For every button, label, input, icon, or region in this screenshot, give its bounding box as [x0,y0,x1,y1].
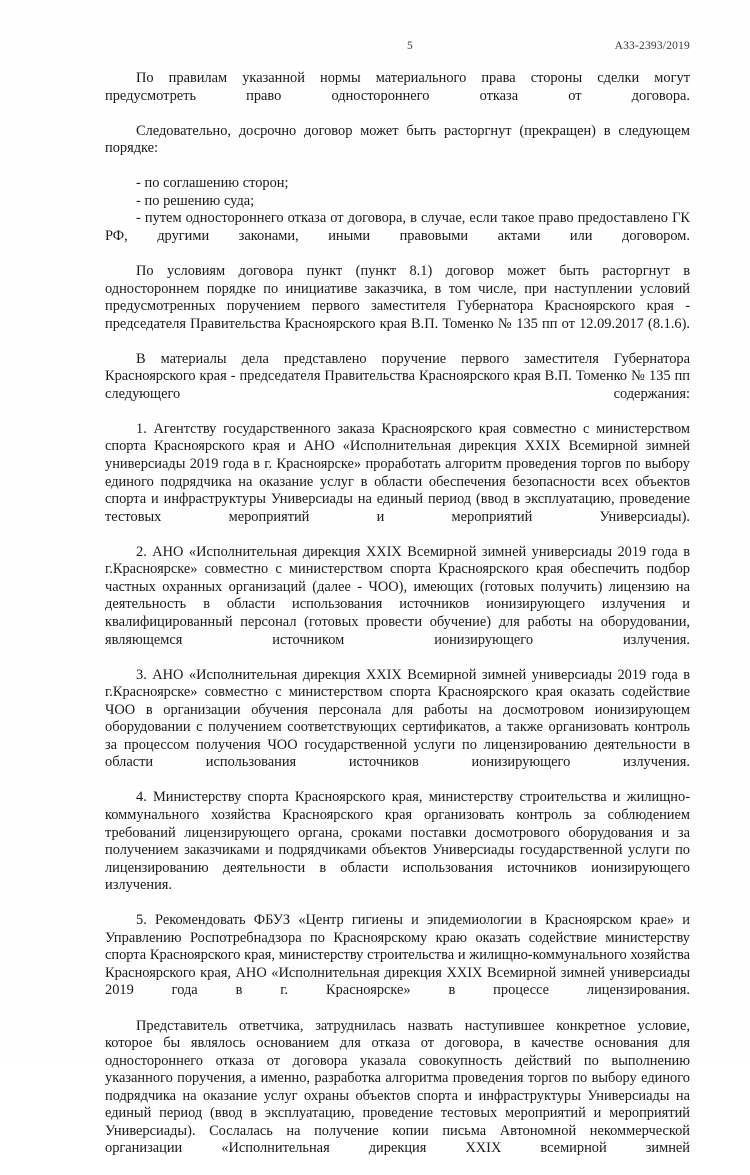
paragraph-case-materials: В материалы дела представлено поручение первого заместителя Губернатора Красноярского края - председателя Правительства Красноярского края В.П. Томенко № 135 пп следующего содержания: [105,350,690,402]
list-item-court: - по решению суда; [136,192,255,209]
paragraph-2: Следовательно, досрочно договор может быть расторгнут (прекращен) в следующем порядке: [105,122,690,157]
paragraph-1: По правилам указанной нормы материального права стороны сделки могут предусмотреть право одностороннего отказа от договора. [105,70,690,104]
paragraph-contract-terms: По условиям договора пункт (пункт 8.1) договор может быть расторгнут в одностороннем порядке по инициативе заказчика, в том числе, при наступлении условий предусмотренных поручением первого заместителя Губернатора Красноярского края - председателя Правительства Красноярского края В.П. Томенко № 135 пп от 12.09.2017 (8.1.6). [105,263,690,332]
case-number: А33-2393/2019 [614,40,690,52]
list-item-unilateral: - путем одностороннего отказа от договора, в случае, если такое право предоставлено ГК РФ, другими законами, иными правовыми актами или договором. [105,210,690,244]
numbered-item-4: 4. Министерству спорта Красноярского края, министерству строительства и жилищно-коммунального хозяйства Красноярского края организовать контроль за соблюдением требований лицензирующего органа, сроками поставки досмотрового оборудования и за получением заказчиками и подрядчиками объектов Универсиады государственной услуги по лицензированию деятельности в области использования источников ионизирующего излучения. [105,789,690,894]
numbered-item-2: 2. АНО «Исполнительная дирекция XXIX Всемирной зимней универсиады 2019 года в г.Красноярске» совместно с министерством спорта Красноярского края обеспечить подбор частных охранных организаций (далее - ЧОО), имеющих (готовых получить) лицензию на деятельность в области использования источников ионизирующего излучения и квалифицированный персонал (готовых провести обучение) для работы на оборудовании, являющемся источником ионизирующего излучения. [105,543,690,648]
numbered-item-1: 1. Агентству государственного заказа Красноярского края совместно с министерством спорта Красноярского края и АНО «Исполнительная дирекция XXIX Всемирной зимней универсиады 2019 года в г. Красноярске» проработать алгоритм проведения торгов по выбору единого подрядчика на оказание услуг в области обеспечения безопасности всех объектов спорта и инфраструктуры Универсиады на единый период (ввод в эксплуатацию, проведение тестовых мероприятий и мероприятий Универсиады). [105,420,690,525]
numbered-item-3: 3. АНО «Исполнительная дирекция XXIX Всемирной зимней универсиады 2019 года в г.Красноярске» совместно с министерством спорта Красноярского края оказать содействие ЧОО в организации обучения персонала для работы на досмотровом ионизирующем оборудовании с получением соответствующих сертификатов, а также организовать контроль за процессом получения ЧОО государственной услуги по лицензированию деятельности в области использования источников ионизирующего излучения. [105,666,690,771]
document-body [105,70,690,1175]
running-head [105,40,690,56]
paragraph-respondent: Представитель ответчика, затруднилась назвать наступившее конкретное условие, которое бы являлось основанием для отказа от договора, в качестве основания для одностороннего отказа от договора указала совокупность действий по выполнению указанного поручения, а именно, разработка алгоритма проведения торгов по выбору единого подрядчика на оказание услуг охраны объектов спорта и инфраструктуры Универсиады на единый период (ввод в эксплуатацию, проведение тестовых мероприятий и мероприятий Универсиады). Сослалась на получение копии письма Автономной некоммерческой организации «Исполнительная дирекция XXIX всемирной зимней [105,1017,690,1157]
page-number: 5 [407,40,413,52]
list-item-agreement: - по соглашению сторон; [136,175,289,192]
numbered-item-5: 5. Рекомендовать ФБУЗ «Центр гигиены и эпидемиологии в Красноярском крае» и Управлению Роспотребнадзора по Красноярскому краю оказать содействие министерству спорта Красноярского края, министерству строительства и жилищно-коммунального хозяйства Красноярского края, АНО «Исполнительная дирекция XXIX Всемирной зимней универсиады 2019 года в г. Красноярске» в процессе лицензирования. [105,912,690,999]
